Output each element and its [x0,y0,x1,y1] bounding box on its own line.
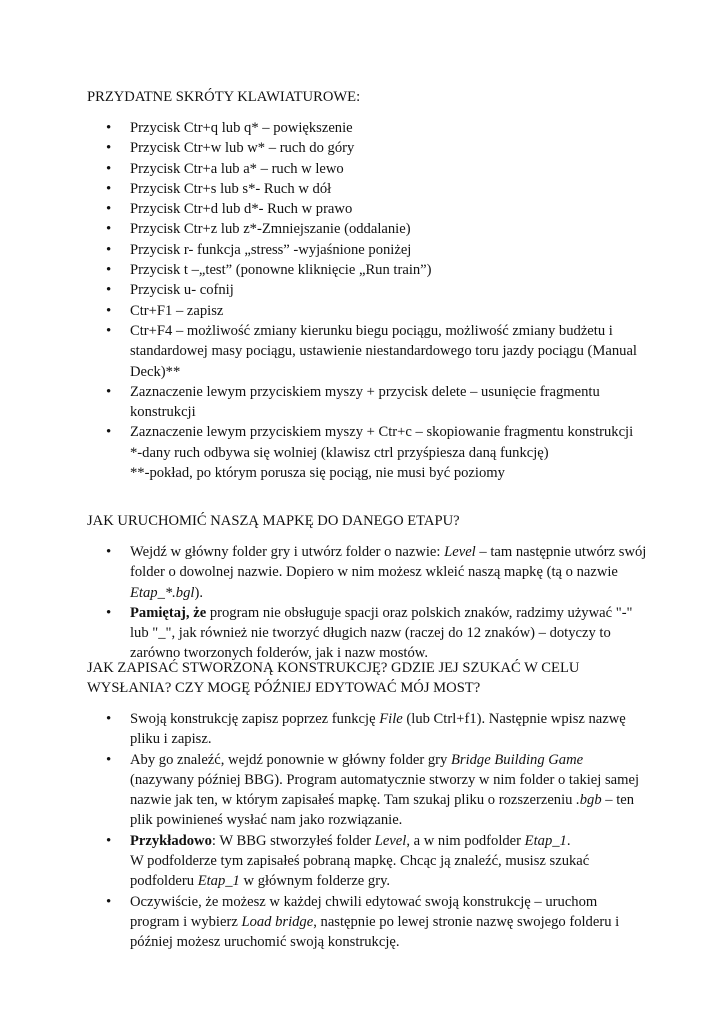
list-item: • Ctr+F1 – zapisz [87,301,647,321]
list-item: • Przycisk t –„test” (ponowne kliknięcie „Run train”) [87,260,647,280]
list-item: • Przycisk Ctr+w lub w* – ruch do góry [87,138,647,158]
section-title-shortcuts: PRZYDATNE SKRÓTY KLAWIATUROWE: [87,89,361,105]
list-item: • Przycisk r- funkcja „stress” -wyjaśnione poniżej [87,240,647,260]
list-item: • Przycisk u- cofnij [87,280,647,300]
list-item: • Przycisk Ctr+q lub q* – powiększenie [87,118,647,138]
list-item: • Przycisk Ctr+a lub a* – ruch w lewo [87,159,647,179]
list-item: • Zaznaczenie lewym przyciskiem myszy + przycisk delete – usunięcie fragmentu konstrukcji [87,382,647,423]
list-item: • Aby go znaleźć, wejdź ponownie w główny folder gry Bridge Building Game (nazywany później BBG). Program automatycznie stworzy w nim folder o takiej samej nazwie jak ten, w którym zapisałeś mapkę. Tam szukaj pliku o rozszerzeniu .bgb – ten plik powinieneś wysłać nam jako rozwiązanie. [87,750,647,831]
run-map-list [87,542,647,664]
list-item: • Przycisk Ctr+z lub z*-Zmniejszanie (oddalanie) [87,219,647,239]
list-item: • Swoją konstrukcję zapisz poprzez funkcję File (lub Ctrl+f1). Następnie wpisz nazwę pliku i zapisz. [87,709,647,750]
list-item: • Przycisk Ctr+d lub d*- Ruch w prawo [87,199,647,219]
footnote-deck: **-pokład, po którym porusza się pociąg, nie musi być poziomy [130,465,505,482]
section-title-run-map: JAK URUCHOMIĆ NASZĄ MAPKĘ DO DANEGO ETAPU? [87,513,460,529]
list-item: • Oczywiście, że możesz w każdej chwili edytować swoją konstrukcję – uruchom program i wybierz Load bridge, następnie po lewej stronie nazwę swojego folderu i później możesz uruchomić swoją konstrukcję. [87,892,647,953]
list-item: • Przykładowo: W BBG stworzyłeś folder Level, a w nim podfolder Etap_1. W podfolderze tym zapisałeś pobraną mapkę. Chcąc ją znaleźć, musisz szukać podfolderu Etap_1 w głównym folderze gry. [87,831,647,892]
list-item: • Wejdź w główny folder gry i utwórz folder o nazwie: Level – tam następnie utwórz swój folder o dowolnej nazwie. Dopiero w nim możesz wkleić naszą mapkę (tą o nazwie Etap_*.bgl). [87,542,647,603]
list-item: • Przycisk Ctr+s lub s*- Ruch w dół [87,179,647,199]
shortcuts-list [87,118,647,483]
save-list [87,709,647,953]
list-item: • Ctr+F4 – możliwość zmiany kierunku biegu pociągu, możliwość zmiany budżetu i standardowej masy pociągu, ustawienie niestandardowego toru jazdy pociągu (Manual Deck)** [87,321,647,382]
list-item: • Pamiętaj, że program nie obsługuje spacji oraz polskich znaków, radzimy używać "-" lub "_", jak również nie tworzyć długich nazw (raczej do 12 znaków) – dotyczy to zarówno tworzonych folderów, jak i nazw mostów. [87,603,647,664]
footnote-slow-move: *-dany ruch odbywa się wolniej (klawisz ctrl przyśpiesza daną funkcję) [130,444,549,461]
list-item: • Zaznaczenie lewym przyciskiem myszy + Ctr+c – skopiowanie fragmentu konstrukcji [87,422,647,442]
section-title-save: JAK ZAPISAĆ STWORZONĄ KONSTRUKCJĘ? GDZIE JEJ SZUKAĆ W CELU WYSŁANIA? CZY MOGĘ PÓŹNIEJ EDYTOWAĆ MÓJ MOST? [87,660,580,697]
